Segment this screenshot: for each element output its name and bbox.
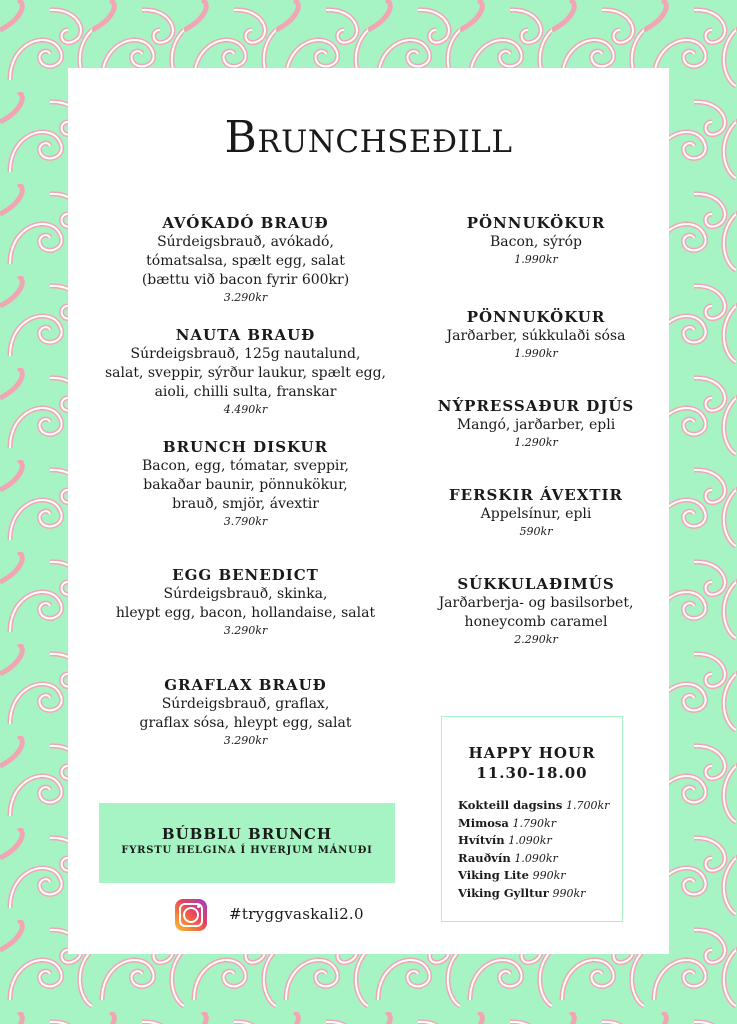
menu-item-price: 4.490kr <box>223 403 268 416</box>
menu-item-price: 590kr <box>519 525 553 538</box>
menu-item-name: BRUNCH DISKUR <box>162 438 329 456</box>
happy-hour-title: HAPPY HOUR 11.30-18.00 <box>468 744 596 782</box>
instagram-icon <box>175 899 207 931</box>
bubbly-subheading: FYRSTU HELGINA Í HVERJUM MÁNUÐI <box>121 845 373 856</box>
happy-hour-drink-list <box>458 797 622 902</box>
menu-item-price: 2.290kr <box>514 633 558 646</box>
menu-item-name: AVÓKADÓ BRAUÐ <box>162 214 329 232</box>
menu-item-description: Súrdeigsbrauð, graflax, graflax sósa, hleypt egg, salat <box>139 696 352 731</box>
menu-item <box>418 307 654 361</box>
happy-hour-drink: Viking Gylltur 990kr <box>458 885 586 900</box>
menu-item-description: Appelsínur, epli <box>480 506 592 522</box>
menu-item <box>98 437 393 529</box>
menu-item-price: 1.990kr <box>514 347 558 360</box>
menu-item <box>98 325 393 417</box>
menu-item-description: Bacon, sýróp <box>490 234 582 250</box>
bubbly-heading: BÚBBLU BRUNCH <box>161 825 333 843</box>
menu-item-description: Bacon, egg, tómatar, sveppir, bakaðar baunir, pönnukökur, brauð, smjör, ávextir <box>141 458 350 512</box>
menu-item <box>418 485 654 539</box>
menu-item <box>418 396 654 450</box>
menu-item-price: 3.790kr <box>223 515 268 528</box>
menu-item-name: NÝPRESSAÐUR DJÚS <box>437 397 635 415</box>
happy-hour-drink: Rauðvín 1.090kr <box>458 850 558 865</box>
happy-hour-drink: Hvítvín 1.090kr <box>458 833 552 847</box>
menu-item-description: Jarðarberja- og basilsorbet, honeycomb caramel <box>438 595 634 630</box>
menu-item <box>98 675 393 748</box>
menu-item-name: EGG BENEDICT <box>172 566 319 584</box>
instagram-hashtag: #tryggvaskali2.0 <box>229 905 364 923</box>
menu-item-description: Jarðarber, súkkulaði sósa <box>446 328 626 344</box>
menu-item <box>98 213 393 305</box>
menu-item <box>98 565 393 638</box>
bubbly-brunch-banner <box>99 803 395 883</box>
menu-item-name: GRAFLAX BRAUÐ <box>164 676 327 694</box>
happy-hour-drink: Mimosa 1.790kr <box>458 815 556 830</box>
menu-item-name: FERSKIR ÁVEXTIR <box>448 486 624 504</box>
menu-title: Brunchseðill <box>224 112 513 163</box>
happy-hour-drink: Viking Lite 990kr <box>458 868 566 882</box>
menu-item-name: NAUTA BRAUÐ <box>175 326 316 344</box>
menu-item-description: Súrdeigsbrauð, skinka, hleypt egg, bacon, hollandaise, salat <box>115 586 376 621</box>
menu-item <box>418 213 654 267</box>
menu-item-description: Mangó, jarðarber, epli <box>456 417 616 433</box>
menu-item-price: 3.290kr <box>223 291 268 304</box>
happy-hour-box <box>441 716 623 922</box>
happy-hour-drink: Kokteill dagsins 1.700kr <box>458 798 610 812</box>
menu-item-name: PÖNNUKÖKUR <box>466 214 606 232</box>
menu-item-description: Súrdeigsbrauð, avókadó, tómatsalsa, spælt egg, salat (bættu við bacon fyrir 600kr) <box>141 234 350 288</box>
menu-item <box>418 574 654 647</box>
menu-item-name: PÖNNUKÖKUR <box>466 308 606 326</box>
menu-item-price: 3.290kr <box>223 624 268 637</box>
menu-item-price: 3.290kr <box>223 734 268 747</box>
menu-item-price: 1.290kr <box>514 436 558 449</box>
menu-item-description: Súrdeigsbrauð, 125g nautalund, salat, sveppir, sýrður laukur, spælt egg, aioli, chilli sulta, franskar <box>104 346 386 400</box>
menu-item-name: SÚKKULAÐIMÚS <box>457 575 615 593</box>
menu-item-price: 1.990kr <box>514 253 558 266</box>
